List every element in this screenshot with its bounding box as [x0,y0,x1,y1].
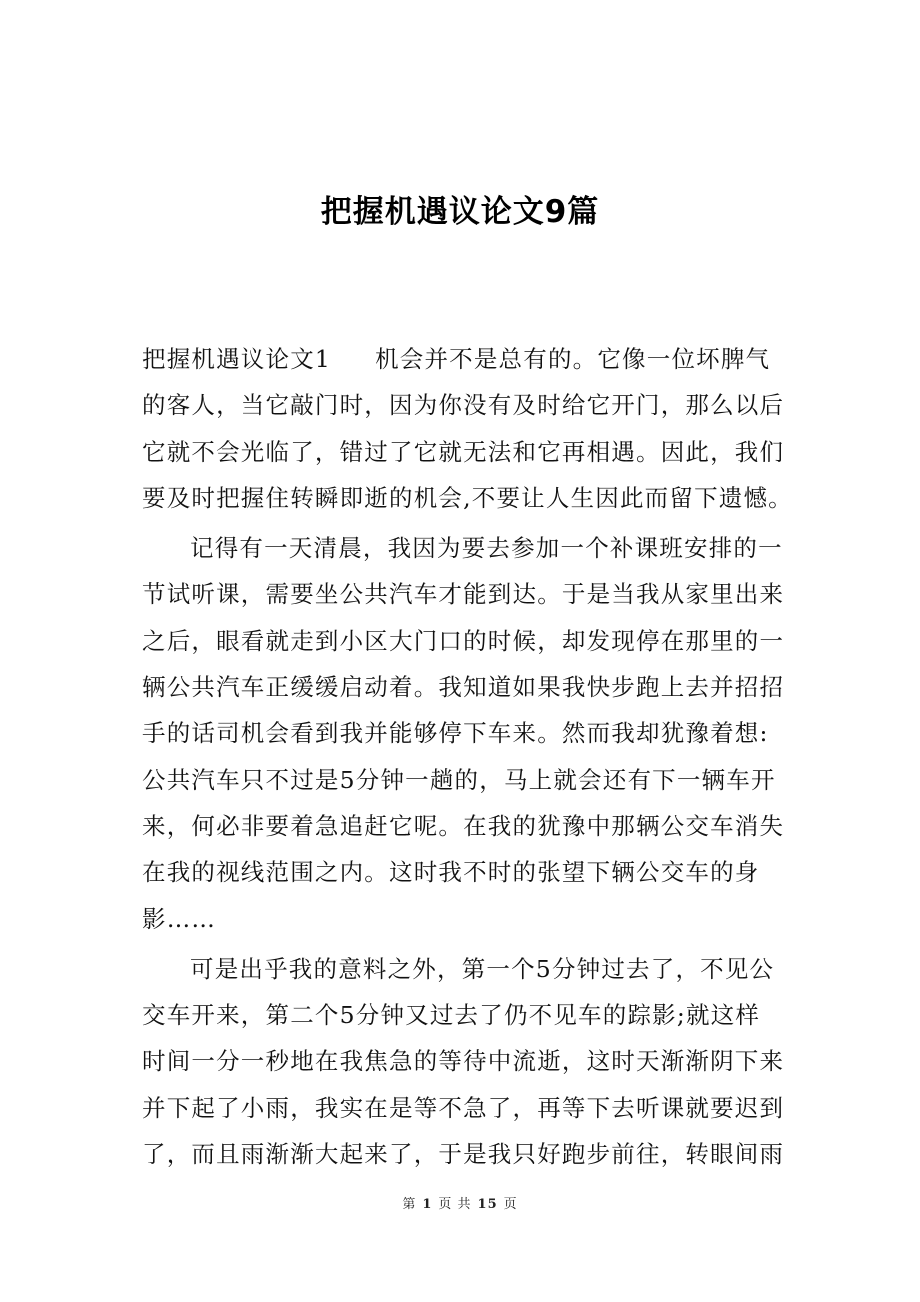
paragraph-line: 辆公共汽车正缓缓启动着。我知道如果我快步跑上去并招招 [142,673,785,702]
heading-label: 把握机遇议论文1 [142,345,332,373]
paragraph-line: 之后，眼看就走到小区大门口的时候，却发现停在那里的一 [142,626,785,655]
paragraph-line: 可是出乎我的意料之外，第一个5分钟过去了，不见公 [190,954,775,983]
paragraph-line: 交车开来，第二个5分钟又过去了仍不见车的踪影;就这样 [142,1001,761,1030]
paragraph-line: 节试听课，需要坐公共汽车才能到达。于是当我从家里出来 [142,580,785,609]
paragraph-line: 把握机遇议论文1 机会并不是总有的。它像一位坏脾气 [142,345,771,373]
paragraph-line: 手的话司机会看到我并能够停下车来。然而我却犹豫着想: [142,719,769,748]
document-title: 把握机遇议论文9篇 [320,194,600,230]
paragraph-line: 的客人，当它敲门时，因为你没有及时给它开门，那么以后 [142,391,785,420]
paragraph-line: 影…… [142,904,217,933]
paragraph-line: 并下起了小雨，我实在是等不急了，再等下去听课就要迟到 [142,1093,785,1122]
paragraph-2 [142,525,785,942]
total-pages-number: 15 [477,1197,498,1212]
paragraph-line: 要及时把握住转瞬即逝的机会,不要让人生因此而留下遗憾。 [142,483,793,512]
paragraph-line: 在我的视线范围之内。这时我不时的张望下辆公交车的身 [142,858,760,887]
paragraph-3 [142,946,785,1177]
paragraph-line: 时间一分一秒地在我焦急的等待中流逝，这时天渐渐阴下来 [142,1047,785,1076]
paragraph-line: 它就不会光临了，错过了它就无法和它再相遇。因此，我们 [142,437,785,466]
document-body [142,336,793,1177]
current-page-number: 1 [422,1197,433,1212]
paragraph-line: 了，而且雨渐渐大起来了，于是我只好跑步前往，转眼间雨 [142,1140,785,1169]
paragraph-line: 公共汽车只不过是5分钟一趟的，马上就会还有下一辆车开 [142,765,776,794]
paragraph-line: 来，何必非要着急追赶它呢。在我的犹豫中那辆公交车消失 [142,811,785,840]
paragraph-line: 记得有一天清晨，我因为要去参加一个补课班安排的一 [190,534,783,563]
page-footer: 第 1 页 共 15 页 [402,1197,518,1212]
paragraph-1 [142,336,793,521]
